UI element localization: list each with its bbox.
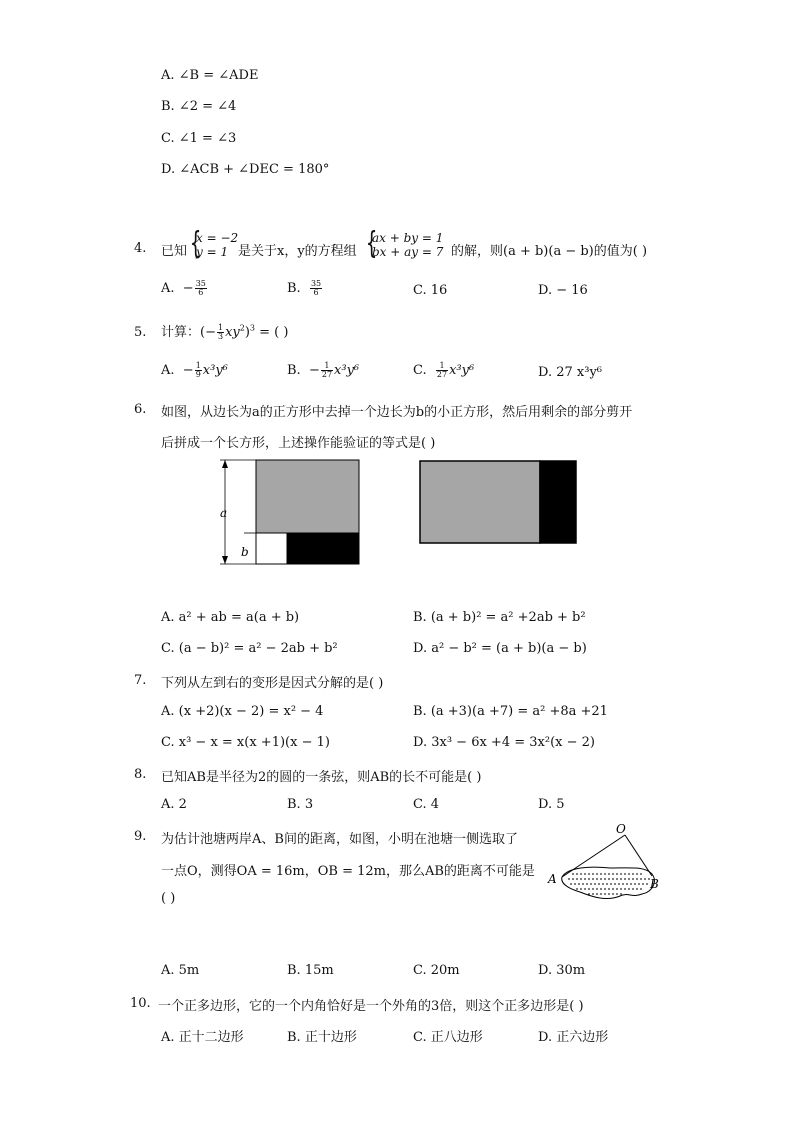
q7-option-c: C. x³ − x = x(x +1)(x − 1)	[161, 735, 330, 750]
q9-option-d: D. 30m	[538, 963, 586, 978]
q4-option-d: D. − 16	[538, 283, 588, 298]
q8-option-c: C. 4	[413, 797, 440, 812]
q5-stem: 计算：(− $\frac{1}{3}$ $xy^2)^3$ = ( )	[161, 323, 289, 341]
q4-brace-2: {	[365, 226, 378, 261]
q4-option-c: C. 16	[413, 283, 448, 298]
q6-line-1: 如图，从边长为a的正方形中去掉一个边长为b的小正方形，然后用剩余的部分剪开	[161, 405, 633, 420]
q4-brace-1: {	[189, 226, 202, 261]
q6-line-2: 后拼成一个长方形，上述操作能验证的等式是( )	[161, 436, 436, 451]
q4-sys1-line2: y = 1	[196, 245, 229, 259]
q10-stem: 一个正多边形，它的一个内角恰好是一个外角的3倍，则这个正多边形是( )	[158, 999, 584, 1014]
q10-option-c: C. 正八边形	[413, 1030, 483, 1045]
q9-option-b: B. 15m	[287, 963, 334, 978]
q8-stem: 已知AB是半径为2的圆的一条弦，则AB的长不可能是( )	[161, 770, 482, 785]
q5-option-c: C. $\frac{1}{27}$ x³y⁶	[413, 361, 475, 379]
q7-option-a: A. (x +2)(x − 2) = x² − 4	[161, 704, 324, 719]
q3-option-d: D. ∠ACB + ∠DEC = 180°	[161, 162, 330, 177]
q7-number: 7.	[134, 673, 147, 688]
q9-option-a: A. 5m	[161, 963, 200, 978]
q9-label-o: O	[616, 822, 626, 836]
q4-sys2-line2: bx + ay = 7	[372, 245, 444, 259]
q10-option-b: B. 正十边形	[287, 1030, 357, 1045]
q9-line-2: 一点O，测得OA = 16m，OB = 12m，那么AB的距离不可能是	[161, 864, 535, 879]
q9-label-b: B	[650, 877, 659, 891]
q6-label-b: b	[241, 545, 249, 559]
q6-option-d: D. a² − b² = (a + b)(a − b)	[413, 641, 587, 656]
q5-option-a: A. − $\frac{1}{9}$ x³y⁶	[161, 361, 228, 379]
q4-sys1-line1: x = −2	[196, 231, 239, 245]
q7-option-d: D. 3x³ − 6x +4 = 3x²(x − 2)	[413, 735, 595, 750]
q6-option-b: B. (a + b)² = a² +2ab + b²	[413, 610, 586, 625]
q6-number: 6.	[134, 402, 147, 417]
q6-rect-gray	[420, 461, 540, 543]
q5-number: 5.	[134, 325, 147, 340]
q6-small-square	[256, 533, 287, 564]
q8-option-a: A. 2	[161, 797, 187, 812]
q3-option-a: A. ∠B = ∠ADE	[161, 68, 259, 83]
q4-stem-mid: 是关于x，y的方程组	[238, 244, 357, 259]
q9-label-a: A	[548, 872, 557, 886]
q10-number: 10.	[130, 996, 151, 1011]
q9-line-3: ( )	[161, 891, 176, 906]
q4-number: 4.	[134, 241, 147, 256]
q9-figure	[540, 822, 670, 902]
q4-stem-prefix: 已知	[161, 244, 188, 259]
q3-option-c: C. ∠1 = ∠3	[161, 131, 237, 146]
q9-line-1: 为估计池塘两岸A、B间的距离，如图，小明在池塘一侧选取了	[161, 832, 518, 847]
q3-option-b: B. ∠2 = ∠4	[161, 99, 237, 114]
q8-number: 8.	[134, 767, 147, 782]
q6-option-c: C. (a − b)² = a² − 2ab + b²	[161, 641, 338, 656]
q5-option-b: B. − $\frac{1}{27}$ x³y⁶	[287, 361, 360, 379]
q6-option-a: A. a² + ab = a(a + b)	[161, 610, 300, 625]
q6-rect-black	[540, 461, 576, 543]
q10-option-a: A. 正十二边形	[161, 1030, 244, 1045]
q4-sys2-line1: ax + by = 1	[372, 231, 444, 245]
q4-option-a: A. − $\frac{35}{6}$	[161, 279, 206, 297]
q6-figure	[210, 455, 590, 570]
q4-stem-suffix: 的解，则(a + b)(a − b)的值为( )	[451, 244, 648, 259]
q6-label-a: a	[220, 506, 228, 520]
q9-number: 9.	[134, 829, 147, 844]
q6-black-region	[287, 533, 359, 564]
q5-option-d: D. 27 x³y⁶	[538, 365, 602, 380]
q10-option-d: D. 正六边形	[538, 1030, 609, 1045]
q8-option-b: B. 3	[287, 797, 314, 812]
q7-stem: 下列从左到右的变形是因式分解的是( )	[161, 676, 384, 691]
q4-option-b: B. $\frac{35}{6}$	[287, 279, 322, 297]
q6-gray-region	[256, 460, 359, 533]
q9-option-c: C. 20m	[413, 963, 460, 978]
q8-option-d: D. 5	[538, 797, 565, 812]
q7-option-b: B. (a +3)(a +7) = a² +8a +21	[413, 704, 608, 719]
